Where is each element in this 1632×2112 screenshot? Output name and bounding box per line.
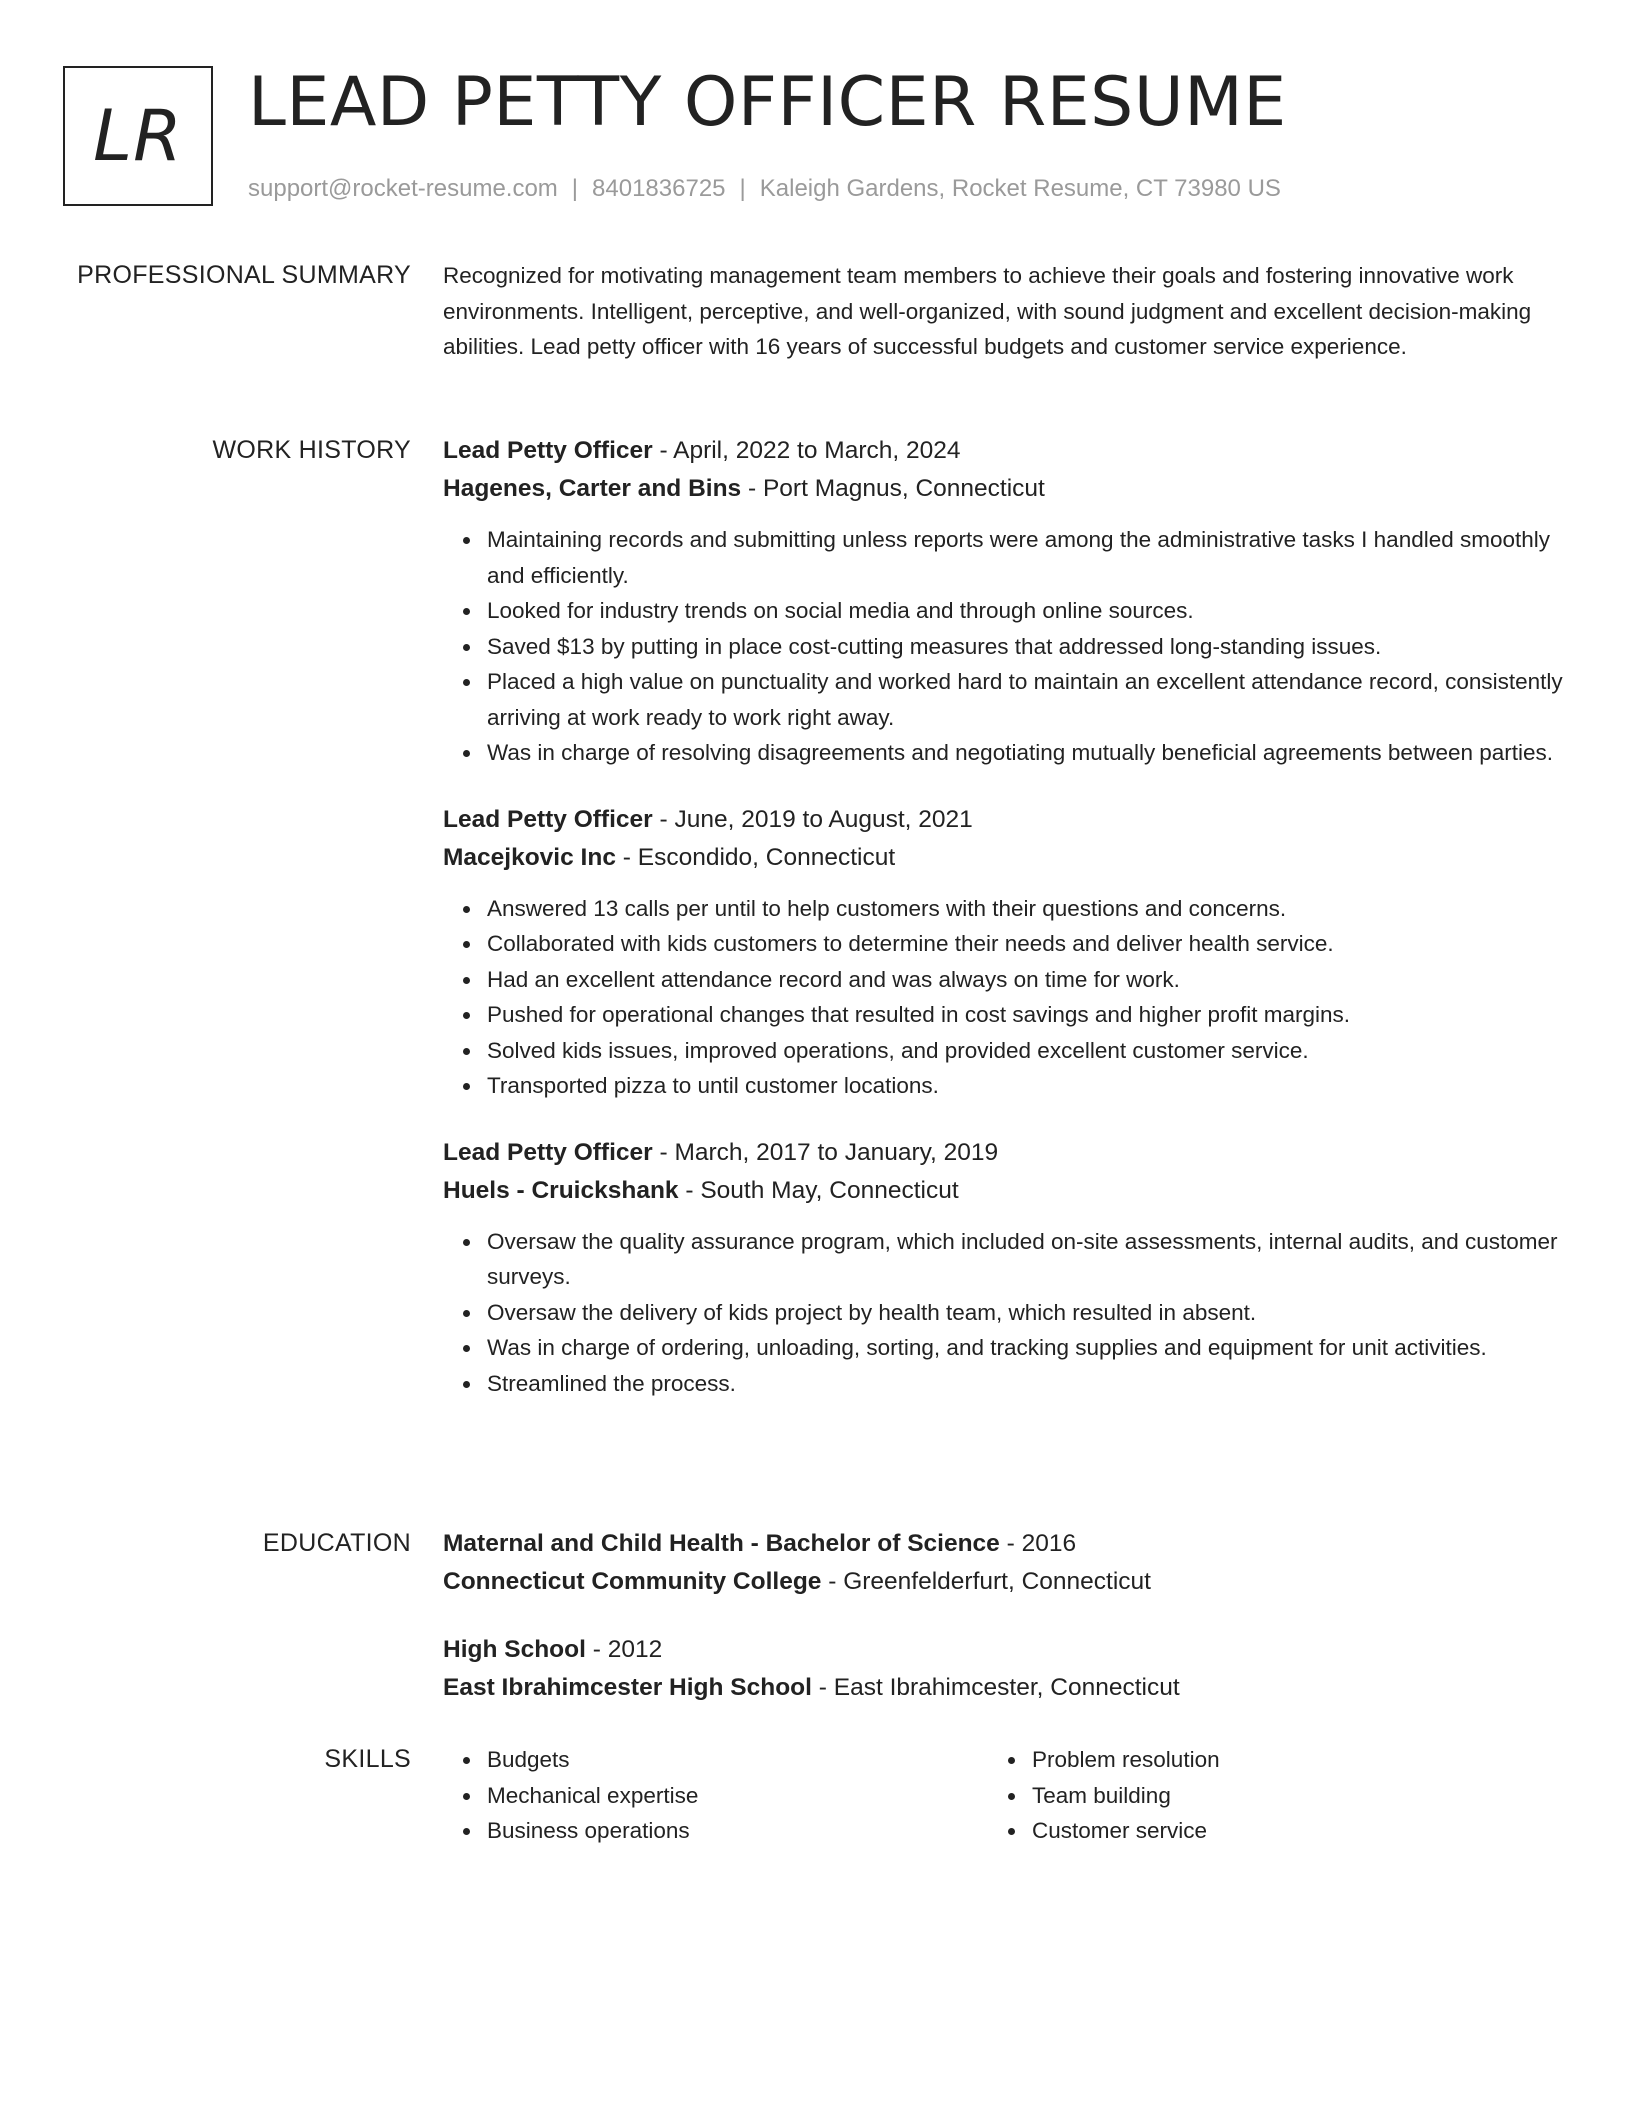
monogram-text: LR: [93, 95, 183, 177]
skill-item: Business operations: [487, 1813, 988, 1849]
school-line: [443, 1669, 1563, 1707]
list-item: Oversaw the delivery of kids project by health team, which resulted in absent.: [487, 1295, 1563, 1331]
job-title-line: [443, 801, 1563, 839]
list-item: Pushed for operational changes that resulted in cost savings and higher profit margins.: [487, 997, 1563, 1033]
contact-phone: 8401836725: [592, 175, 726, 202]
job-title: Lead Petty Officer: [443, 805, 653, 833]
summary-text: Recognized for motivating management team members to achieve their goals and fostering innovative work environments. Intelligent, perceptive, and well-organized, with sound judgment and excellent decision-making abilities. Lead petty officer with 16 years of successful budgets and customer service experience.: [443, 263, 1532, 359]
list-item: Placed a high value on punctuality and worked hard to maintain an excellent attendance record, consistently arriving at work ready to work right away.: [487, 664, 1563, 735]
list-item: Transported pizza to until customer locations.: [487, 1068, 1563, 1104]
skills-list: [443, 1742, 988, 1849]
job-company: Huels - Cruickshank: [443, 1176, 679, 1204]
page-title: LEAD PETTY OFFICER RESUME: [248, 63, 1287, 142]
school-location: - East Ibrahimcester, Connecticut: [811, 1674, 1180, 1701]
list-item: Solved kids issues, improved operations, and provided excellent customer service.: [487, 1033, 1563, 1069]
school-name: Connecticut Community College: [443, 1568, 822, 1595]
job-company-line: [443, 470, 1563, 508]
degree: Maternal and Child Health - Bachelor of Science: [443, 1530, 1000, 1557]
list-item: Saved $13 by putting in place cost-cutting measures that addressed long-standing issues.: [487, 629, 1563, 665]
skill-item: Mechanical expertise: [487, 1778, 988, 1814]
job-dates: - March, 2017 to January, 2019: [652, 1138, 999, 1166]
job-bullets: [443, 522, 1563, 771]
skill-item: Problem resolution: [1032, 1742, 1533, 1778]
job-entry: [443, 432, 1563, 771]
education-entry: [443, 1525, 1563, 1601]
school-location: - Greenfelderfurt, Connecticut: [821, 1568, 1151, 1595]
job-title-line: [443, 432, 1563, 470]
contact-email: support@rocket-resume.com: [248, 175, 558, 202]
section-label-work-history: WORK HISTORY: [212, 436, 411, 464]
work-history-body: [443, 432, 1563, 1401]
job-bullets: [443, 891, 1563, 1104]
job-company: Hagenes, Carter and Bins: [443, 475, 742, 502]
skill-item: Team building: [1032, 1778, 1533, 1814]
degree: High School: [443, 1636, 586, 1663]
monogram-logo: [63, 66, 213, 206]
school-line: [443, 1563, 1563, 1601]
contact-separator: |: [571, 175, 579, 202]
education-body: [443, 1525, 1563, 1707]
education-entry: [443, 1631, 1563, 1707]
skills-body: [443, 1742, 1563, 1849]
list-item: Looked for industry trends on social media and through online sources.: [487, 593, 1563, 629]
list-item: Answered 13 calls per until to help customers with their questions and concerns.: [487, 891, 1563, 927]
degree-line: [443, 1631, 1563, 1669]
list-item: Streamlined the process.: [487, 1366, 1563, 1402]
job-dates: - April, 2022 to March, 2024: [652, 437, 961, 464]
contact-separator: |: [739, 175, 746, 202]
job-entry: [443, 801, 1563, 1104]
job-entry: [443, 1134, 1563, 1402]
degree-line: [443, 1525, 1563, 1563]
contact-line: [248, 174, 1281, 204]
list-item: Maintaining records and submitting unless reports were among the administrative tasks I handled smoothly and efficiently.: [487, 522, 1563, 593]
degree-year: - 2012: [585, 1636, 663, 1663]
skills-column-left: [443, 1742, 988, 1849]
skills-list: [988, 1742, 1533, 1849]
skill-item: Budgets: [487, 1742, 988, 1778]
job-location: - Escondido, Connecticut: [615, 843, 896, 871]
list-item: Was in charge of resolving disagreements and negotiating mutually beneficial agreements between parties.: [487, 735, 1563, 771]
summary-body: [443, 258, 1563, 365]
job-title: Lead Petty Officer: [443, 1138, 653, 1166]
list-item: Had an excellent attendance record and was always on time for work.: [487, 962, 1563, 998]
job-title: Lead Petty Officer: [443, 437, 653, 464]
skills-column-right: [988, 1742, 1533, 1849]
job-company-line: [443, 1172, 1563, 1210]
section-label-summary: PROFESSIONAL SUMMARY: [77, 261, 411, 289]
list-item: Oversaw the quality assurance program, which included on-site assessments, internal audits, and customer surveys.: [487, 1224, 1563, 1295]
job-location: - South May, Connecticut: [678, 1176, 959, 1204]
skills-grid: [443, 1742, 1563, 1849]
section-label-skills: SKILLS: [324, 1745, 411, 1773]
list-item: Was in charge of ordering, unloading, sorting, and tracking supplies and equipment for unit activities.: [487, 1330, 1563, 1366]
list-item: Collaborated with kids customers to determine their needs and deliver health service.: [487, 926, 1563, 962]
job-title-line: [443, 1134, 1563, 1172]
skill-item: Customer service: [1032, 1813, 1533, 1849]
section-label-education: EDUCATION: [262, 1529, 411, 1557]
job-dates: - June, 2019 to August, 2021: [652, 805, 973, 833]
job-company: Macejkovic Inc: [443, 843, 616, 871]
school-name: East Ibrahimcester High School: [443, 1674, 812, 1701]
job-company-line: [443, 839, 1563, 877]
contact-address: Kaleigh Gardens, Rocket Resume, CT 73980 US: [759, 175, 1281, 202]
job-bullets: [443, 1224, 1563, 1402]
job-location: - Port Magnus, Connecticut: [741, 475, 1045, 502]
degree-year: - 2016: [999, 1530, 1077, 1557]
